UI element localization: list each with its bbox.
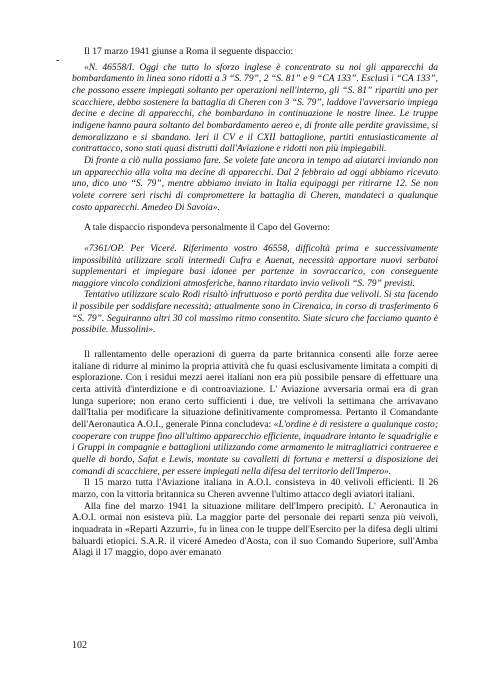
intro-paragraph: Il 17 marzo 1941 giunse a Roma il seguente dispaccio: bbox=[84, 46, 294, 57]
pinna-order-quote: «L'ordine è di resistere a qualunque costo; cooperare con truppe fino all'ultimo apparecchio efficiente, inquadrare intanto le squadriglie e i Gruppi in compagnie e battaglioni utilizzando come armamento le mitragliatrici contraeree e quelle di bordo, Safat e Lewis, montate su cavalletti di fortuna e mettersi a disposizione dei comandi di scacchiere, per essere impiegati nella difesa del territorio dell'Impero». bbox=[72, 419, 438, 477]
narrative-paragraph-1 bbox=[72, 349, 438, 477]
reply-intro-paragraph: A tale dispaccio rispondeva personalmente il Capo del Governo: bbox=[84, 222, 331, 234]
margin-mark: - bbox=[56, 55, 60, 66]
mussolini-reply-paragraph-1: «7361/OP. Per Viceré. Riferimento vostro 46558, difficoltà prima e successivamente impossibilità utilizzare scali intermedi Cufra e Auenat, necessità apportare nuovi serbatoi supplementari et impiegare basi idonee per partenze in sovraccarico, con conseguente maggiore vincolo condizioni atmosferiche, hanno ritardato invio velivoli “S. 79” previsti. bbox=[72, 242, 438, 289]
narrative-text: Il rallentamento delle operazioni di guerra da parte britannica consentì alle forze aeree italiane di ridurre al minimo la propria attività che fu quasi esclusivamente limitata a compiti di esplorazione. Con i residui mezzi aerei italiani non era più possibile pensare di effettuare una certa attività d'interdizione e di controaviazione. L' Aviazione avversaria ormai era di gran lunga superiore; non erano certo sufficienti i due, tre velivoli la settimana che arrivavano dall'Italia per modificare la situazione definitivamente compromessa. Pertanto il Comandante dell'Aeronautica A.O.I., generale Pinna concludeva: bbox=[72, 349, 438, 431]
mussolini-reply-paragraph-2: Tentativo utilizzare scalo Rodi risultò infruttuoso e portò perdita due velivoli. Si sta facendo il possibile per soddisfare necessità; attualmente sono in Cirenaica, in corso di trasferimento 6 “S. 79”. Seguiranno altri 30 col massimo ritmo consentito. Siate sicuro che facciamo quanto è possibile. Mussolini». bbox=[72, 289, 438, 336]
viceroy-dispatch-paragraph-2: Di fronte a ciò nulla possiamo fare. Se volete fate ancora in tempo ad aiutarci inviando non un apparecchio alla volta ma decine di apparecchi. Dal 2 febbraio ad oggi abbiamo ricevuto uno, dico uno “S. 79”, mentre abbiamo inviato in Italia equipaggi per ritirarne 12. Se non volete correre seri rischi di compromettere la battaglia di Cheren, mandateci a qualunque costo apparecchi. Amedeo Di Savoia». bbox=[72, 154, 438, 213]
narrative-paragraph-3: Alla fine del marzo 1941 la situazione militare dell'Impero precipitò. L' Aeronautica in A.O.I. ormai non esisteva più. La maggior parte del personale dei reparti senza più veivoli, inquadrata in «Reparti Azzurri», fu in linea con le truppe dell'Esercito per la difesa degli ultimi baluardi etiopici. S.A.R. il viceré Amedeo d'Aosta, con il suo Comando Superiore, sull'Amba Alagi il 17 maggio, dopo aver emanato bbox=[72, 500, 438, 559]
page-number: 102 bbox=[72, 640, 87, 651]
viceroy-dispatch-paragraph-1: «N. 46558/I. Oggi che tutto lo sforzo inglese è concentrato su noi gli apparecchi da bombardamento in linea sono ridotti a 3 “S. 79”, 2 “S. 81” e 9 “CA 133”. Esclusi i “CA 133”, che possono essere impiegati soltanto per operazioni nell'interno, gli “S. 81” ripartiti uno per scacchiere, debbo sostenere la battaglia di Cheren con 3 “S. 79”, laddove l'avversario impiega decine e decine di apparecchi, che bombardano in continuazione le nostre linee. Le truppe indigene hanno paura soltanto del bombardamento aereo e, di fronte alle perdite gravissime, si demoralizzano e si sbandano. Ieri il CV e il CXII battaglione, partiti entusiasticamente al contrattacco, sono stati quasi distrutti dall'Aviazione e ridotti non più impiegabili. bbox=[72, 61, 438, 155]
narrative-paragraph-2: Il 15 marzo tutta l'Aviazione italiana in A.O.I. consisteva in 40 velivoli efficienti. Il 26 marzo, con la vittoria britannica su Cheren avvenne l'ultimo attacco degli aviatori italiani. bbox=[72, 477, 438, 500]
